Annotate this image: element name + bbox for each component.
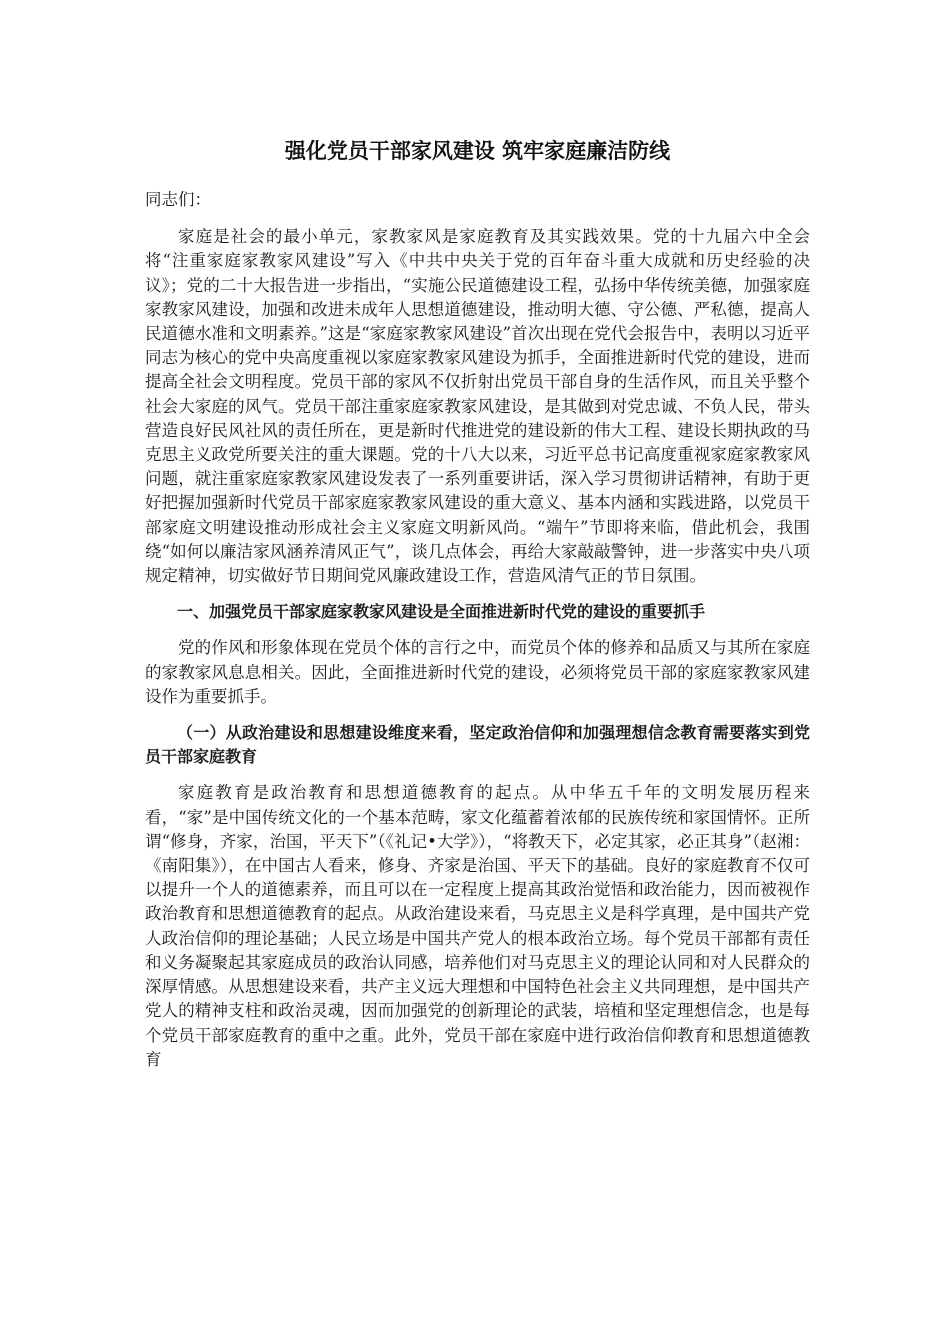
intro-paragraph: 家庭是社会的最小单元，家教家风是家庭教育及其实践效果。党的十九届六中全会将“注重家庭家教家风建设”写入《中共中央关于党的百年奋斗重大成就和历史经验的决议》；党的二十大报告进一步指出，“实施公民道德建设工程，弘扬中华传统美德，加强家庭家教家风建设，加强和改进未成年人思想道德建设，推动明大德、守公德、严私德，提高人民道德水准和文明素养。”这是“家庭家教家风建设”首次出现在党代会报告中，表明以习近平同志为核心的党中央高度重视以家庭家教家风建设为抓手，全面推进新时代党的建设，进而提高全社会文明程度。党员干部的家风不仅折射出党员干部自身的生活作风，而且关乎整个社会大家庭的风气。党员干部注重家庭家教家风建设，是其做到对党忠诚、不负人民，带头营造良好民风社风的责任所在，更是新时代推进党的建设新的伟大工程、建设长期执政的马克思主义政党所要关注的重大课题。党的十八大以来，习近平总书记高度重视家庭家教家风问题，就注重家庭家教家风建设发表了一系列重要讲话，深入学习贯彻讲话精神，有助于更好把握加强新时代党员干部家庭家教家风建设的重大意义、基本内涵和实践进路，以党员干部家庭文明建设推动形成社会主义家庭文明新风尚。“端午”节即将来临，借此机会，我围绕“如何以廉洁家风涵养清风正气”，谈几点体会，再给大家敲敲警钟，进一步落实中央八项规定精神，切实做好节日期间党风廉政建设工作，营造风清气正的节日氛围。 — [145, 227, 810, 586]
document-title: 强化党员干部家风建设 筑牢家庭廉洁防线 — [284, 139, 671, 163]
section-1-heading: 一、加强党员干部家庭家教家风建设是全面推进新时代党的建设的重要抓手 — [177, 602, 706, 622]
subsection-1-heading: （一）从政治建设和思想建设维度来看，坚定政治信仰和加强理想信念教育需要落实到党员干部家庭教育 — [145, 723, 810, 767]
section-1-paragraph: 党的作风和形象体现在党员个体的言行之中，而党员个体的修养和品质又与其所在家庭的家教家风息息相关。因此，全面推进新时代党的建设，必须将党员干部的家庭家教家风建设作为重要抓手。 — [145, 638, 810, 706]
subsection-1-paragraph: 家庭教育是政治教育和思想道德教育的起点。从中华五千年的文明发展历程来看，“家”是中国传统文化的一个基本范畴，家文化蕴蓄着浓郁的民族传统和家国情怀。正所谓“修身，齐家，治国，平天下”（《礼记•大学》），“将教天下，必定其家，必正其身”（赵湘：《南阳集》），在中国古人看来，修身、齐家是治国、平天下的基础。良好的家庭教育不仅可以提升一个人的道德素养，而且可以在一定程度上提高其政治觉悟和政治能力，因而被视作政治教育和思想道德教育的起点。从政治建设来看，马克思主义是科学真理，是中国共产党人政治信仰的理论基础；人民立场是中国共产党人的根本政治立场。每个党员干部都有责任和义务凝聚起其家庭成员的政治认同感，培养他们对马克思主义的理论认同和对人民群众的深厚情感。从思想建设来看，共产主义远大理想和中国特色社会主义共同理想，是中国共产党人的精神支柱和政治灵魂，因而加强党的创新理论的武装，培植和坚定理想信念，也是每个党员干部家庭教育的重中之重。此外，党员干部在家庭中进行政治信仰教育和思想道德教育 — [145, 783, 810, 1069]
document-body — [145, 188, 810, 1084]
salutation: 同志们： — [145, 190, 211, 209]
